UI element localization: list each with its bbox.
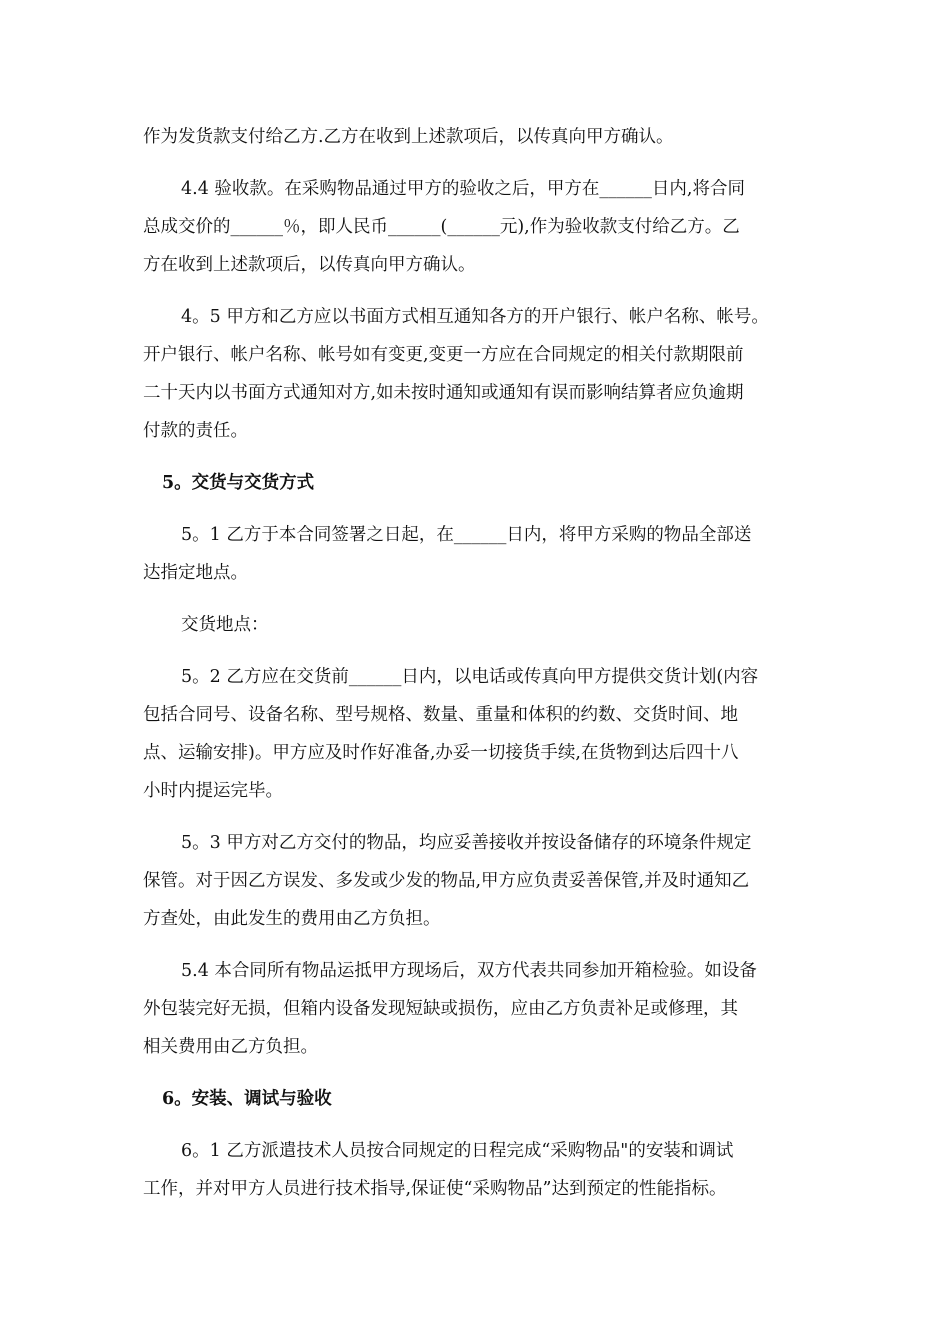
text-line: 4。5 甲方和乙方应以书面方式相互通知各方的开户银行、帐户名称、帐号。 xyxy=(181,307,769,327)
text-line: 5.4 本合同所有物品运抵甲方现场后，双方代表共同参加开箱检验。如设备 xyxy=(181,961,757,981)
text-line: 4.4 验收款。在采购物品通过甲方的验收之后，甲方在______日内,将合同 xyxy=(181,179,745,199)
section-heading-installation xyxy=(143,1080,813,1118)
paragraph-payment-confirm xyxy=(143,118,813,156)
text-line: 点、运输安排)。甲方应及时作好准备,办妥一切接货手续,在货物到达后四十八 xyxy=(143,743,739,763)
text-line: 工作，并对甲方人员进行技术指导,保证使“采购物品”达到预定的性能指标。 xyxy=(143,1179,727,1199)
section-heading-delivery xyxy=(143,464,813,502)
text-line: 6。1 乙方派遣技术人员按合同规定的日程完成“采购物品"的安装和调试 xyxy=(181,1141,734,1161)
text-line: 付款的责任。 xyxy=(143,421,248,441)
paragraph-delivery-location xyxy=(143,606,813,644)
text-line: 总成交价的______％，即人民币______(______元),作为验收款支付给乙方。乙 xyxy=(143,217,740,237)
text-line: 方查处，由此发生的费用由乙方负担。 xyxy=(143,909,441,929)
text-line: 5。2 乙方应在交货前______日内，以电话或传真向甲方提供交货计划(内容 xyxy=(181,667,759,687)
heading-text: 5。交货与交货方式 xyxy=(162,473,315,493)
paragraph-6-1-installation xyxy=(143,1132,813,1208)
text-line: 二十天内以书面方式通知对方,如未按时通知或通知有误而影响结算者应负逾期 xyxy=(143,383,744,403)
text-line: 外包装完好无损，但箱内设备发现短缺或损伤，应由乙方负责补足或修理，其 xyxy=(143,999,738,1019)
text-line: 5。3 甲方对乙方交付的物品，均应妥善接收并按设备储存的环境条件规定 xyxy=(181,833,752,853)
paragraph-4-4-acceptance-payment xyxy=(143,170,813,284)
text-line: 小时内提运完毕。 xyxy=(143,781,283,801)
paragraph-4-5-bank-notice xyxy=(143,298,813,450)
text-line: 相关费用由乙方负担。 xyxy=(143,1037,318,1057)
paragraph-5-3-storage xyxy=(143,824,813,938)
text-line: 5。1 乙方于本合同签署之日起，在______日内，将甲方采购的物品全部送 xyxy=(181,525,752,545)
heading-text: 6。安装、调试与验收 xyxy=(162,1089,332,1109)
document-body xyxy=(143,118,813,1222)
text-line: 开户银行、帐户名称、帐号如有变更,变更一方应在合同规定的相关付款期限前 xyxy=(143,345,744,365)
text-line: 交货地点： xyxy=(181,615,269,635)
paragraph-5-1-delivery-time xyxy=(143,516,813,592)
paragraph-5-2-delivery-plan xyxy=(143,658,813,810)
text-line: 达指定地点。 xyxy=(143,563,248,583)
text-line: 包括合同号、设备名称、型号规格、数量、重量和体积的约数、交货时间、地 xyxy=(143,705,738,725)
paragraph-5-4-unpacking-inspection xyxy=(143,952,813,1066)
text-line: 方在收到上述款项后，以传真向甲方确认。 xyxy=(143,255,476,275)
text-line: 作为发货款支付给乙方.乙方在收到上述款项后，以传真向甲方确认。 xyxy=(143,127,674,147)
text-line: 保管。对于因乙方误发、多发或少发的物品,甲方应负责妥善保管,并及时通知乙 xyxy=(143,871,750,891)
